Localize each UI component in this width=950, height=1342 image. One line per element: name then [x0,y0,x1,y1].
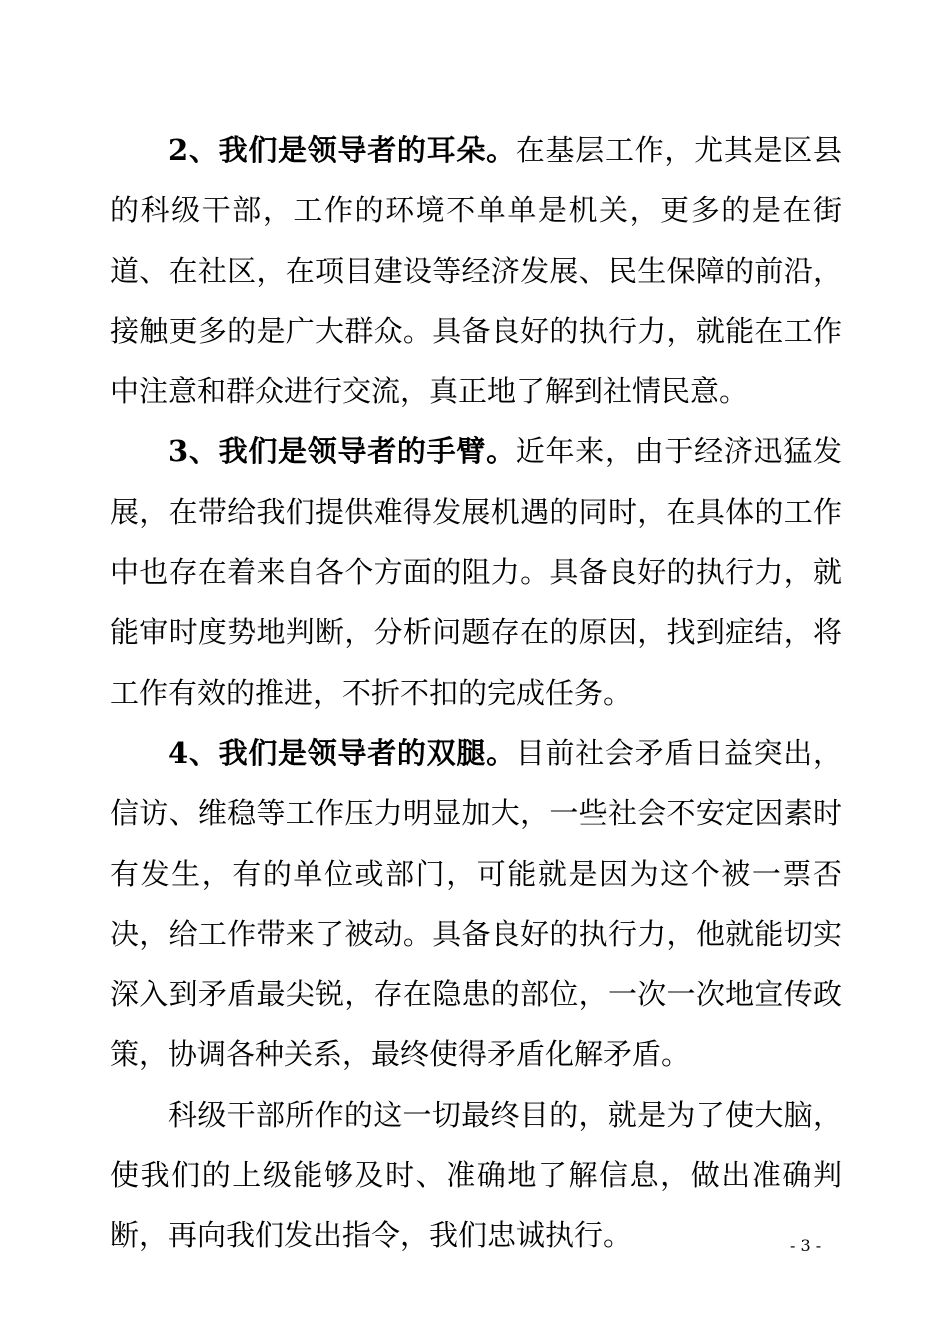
paragraph-arms [110,421,842,722]
paragraph-body: 在基层工作，尤其是区县的科级干部，工作的环境不单单是机关，更多的是在街道、在社区，在项目建设等经济发展、民生保障的前沿，接触更多的是广大群众。具备良好的执行力，就能在工作中注意和群众进行交流，真正地了解到社情民意。 [110,133,842,409]
paragraph-ears [110,120,842,421]
paragraph-body: 科级干部所作的这一切最终目的，就是为了使大脑，使我们的上级能够及时、准确地了解信息，做出准确判断，再向我们发出指令，我们忠诚执行。 [110,1097,842,1253]
paragraph-body: 目前社会矛盾日益突出，信访、维稳等工作压力明显加大，一些社会不安定因素时有发生，有的单位或部门，可能就是因为这个被一票否决，给工作带来了被动。具备良好的执行力，他就能切实深入到矛盾最尖锐，存在隐患的部位，一次一次地宣传政策，协调各种关系，最终使得矛盾化解矛盾。 [110,735,842,1072]
paragraph-body: 近年来，由于经济迅猛发展，在带给我们提供难得发展机遇的同时，在具体的工作中也存在着来自各个方面的阻力。具备良好的执行力，就能审时度势地判断，分析问题存在的原因，找到症结，将工作有效的推进，不折不扣的完成任务。 [110,434,842,710]
paragraph-heading: 2、我们是领导者的耳朵。 [168,133,516,167]
paragraph-conclusion [110,1085,842,1266]
paragraph-heading: 4、我们是领导者的双腿。 [168,735,516,770]
body-text [110,120,842,1266]
paragraph-heading: 3、我们是领导者的手臂。 [168,434,516,469]
page-number: - 3 - [790,1236,822,1255]
paragraph-legs [110,723,842,1085]
